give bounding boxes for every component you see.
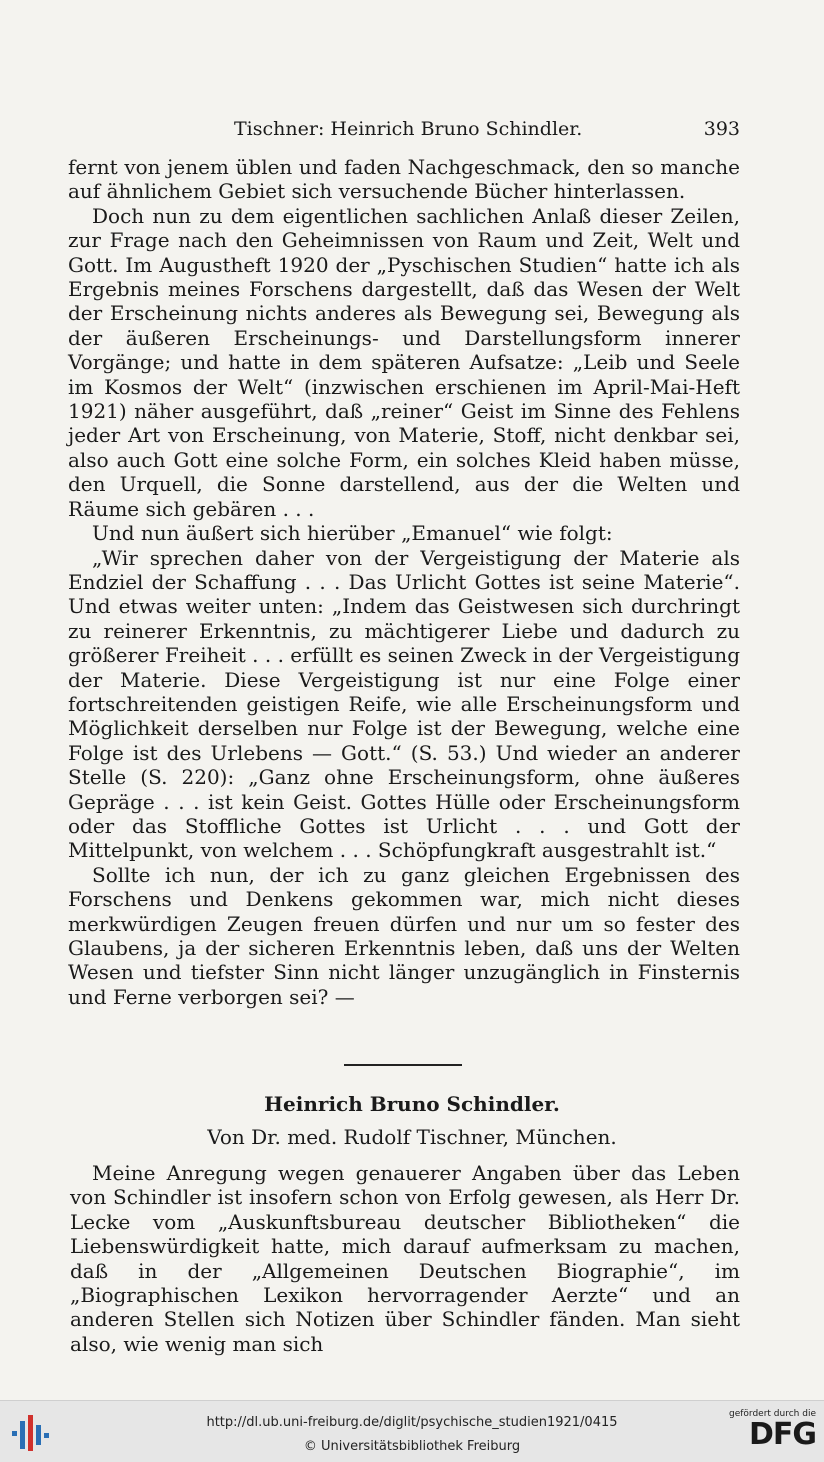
running-header [68, 116, 740, 144]
dfg-logo-text: DFG [748, 1417, 816, 1452]
paragraph-2: Doch nun zu dem eigentlichen sachlichen Anlaß dieser Zeilen, zur Frage nach den Geheimnissen von Raum und Zeit, Welt und Gott. Im Augustheft 1920 der „Pyschischen Studien“ hatte ich als Ergebnis meines Forschens dargestellt, daß das Wesen der Welt der Erscheinung nichts anderes als Bewegung sei, Bewegung als der äußeren Erscheinungs- und Darstellungsform innerer Vorgänge; und hatte in dem späteren Aufsatze: „Leib und Seele im Kosmos der Welt“ (inzwischen erschienen im April-Mai-Heft 1921) näher ausgeführt, daß „reiner“ Geist im Sinne des Fehlens jeder Art von Erscheinung, von Materie, Stoff, nicht denkbar sei, also auch Gott eine solche Form, ein solches Kleid haben müsse, den Urquell, die Sonne darstellend, aus der die Welten und Räume sich gebären . . . [68, 203, 740, 521]
paragraph-1: fernt von jenem üblen und faden Nachgeschmack, den so manche auf ähnlichem Gebiet sich versuchende Bücher hinterlassen. [68, 155, 740, 204]
paragraph-quote: „Wir sprechen daher von der Vergeistigung der Materie als Endziel der Schaffung . . . Das Urlicht Gottes ist seine Materie“. Und etwas weiter unten: „Indem das Geistwesen sich durchringt zu reinerer Erkenntnis, zu mächtigerer Liebe und dadurch zu größerer Freiheit . . . erfüllt es seinen Zweck in der Vergeistigung der Materie. Diese Vergeistigung ist nur eine Folge einer fortschreitenden geistigen Reife, wie alle Erscheinungsform und Möglichkeit derselben nur Folge ist der Bewegung, welche eine Folge ist des Urlebens — Gott.“ (S. 53.) Und wieder an anderer Stelle (S. 220): „Ganz ohne Erscheinungsform, ohne äußeres Gepräge . . . ist kein Geist. Gottes Hülle oder Erscheinungsform oder das Stoffliche Gottes ist Urlicht . . . und Gott der Mittelpunkt, von welchem . . . Schöpfungkraft ausgestrahlt ist.“ [68, 545, 740, 863]
article-title: Heinrich Bruno Schindler. [264, 1092, 560, 1116]
running-title: Tischner: Heinrich Bruno Schindler. [234, 118, 583, 140]
viewer-footer [0, 1400, 824, 1462]
section-divider [344, 1064, 462, 1066]
article-byline: Von Dr. med. Rudolf Tischner, München. [207, 1125, 617, 1149]
paragraph-5: Sollte ich nun, der ich zu ganz gleichen Ergebnissen des Forschens und Denkens gekommen war, mich nicht dieses merkwürdigen Zeugen freuen dürfen und nur um so fester des Glaubens, ja der sicheren Erkenntnis leben, daß uns der Welten Wesen und tiefster Sinn nicht länger unzugänglich in Finsternis und Ferne verborgen sei? — [68, 862, 740, 1009]
dfg-logo-icon [724, 1409, 816, 1457]
paragraph-3: Und nun äußert sich hierüber „Emanuel“ wie folgt: [92, 521, 613, 546]
dfg-tagline: gefördert durch die [729, 1409, 816, 1419]
copyright-notice: © Universitätsbibliothek Freiburg [303, 1439, 521, 1454]
page-number: 393 [703, 118, 740, 140]
main-text [68, 155, 740, 1009]
article-body [70, 1161, 740, 1356]
source-url-link[interactable]: http://dl.ub.uni-freiburg.de/diglit/psychische_studien1921/0415 [206, 1415, 618, 1430]
article-paragraph-1: Meine Anregung wegen genauerer Angaben über das Leben von Schindler ist insofern schon von Erfolg gewesen, als Herr Dr. Lecke vom „Auskunftsbureau deutscher Bibliotheken“ die Liebenswürdigkeit hatte, mich darauf aufmerksam zu machen, daß in der „Allgemeinen Deutschen Biographie“, im „Biographischen Lexikon hervorragender Aerzte“ und an anderen Stellen sich Notizen über Schindler fänden. Man sieht also, wie wenig man sich [70, 1161, 740, 1356]
